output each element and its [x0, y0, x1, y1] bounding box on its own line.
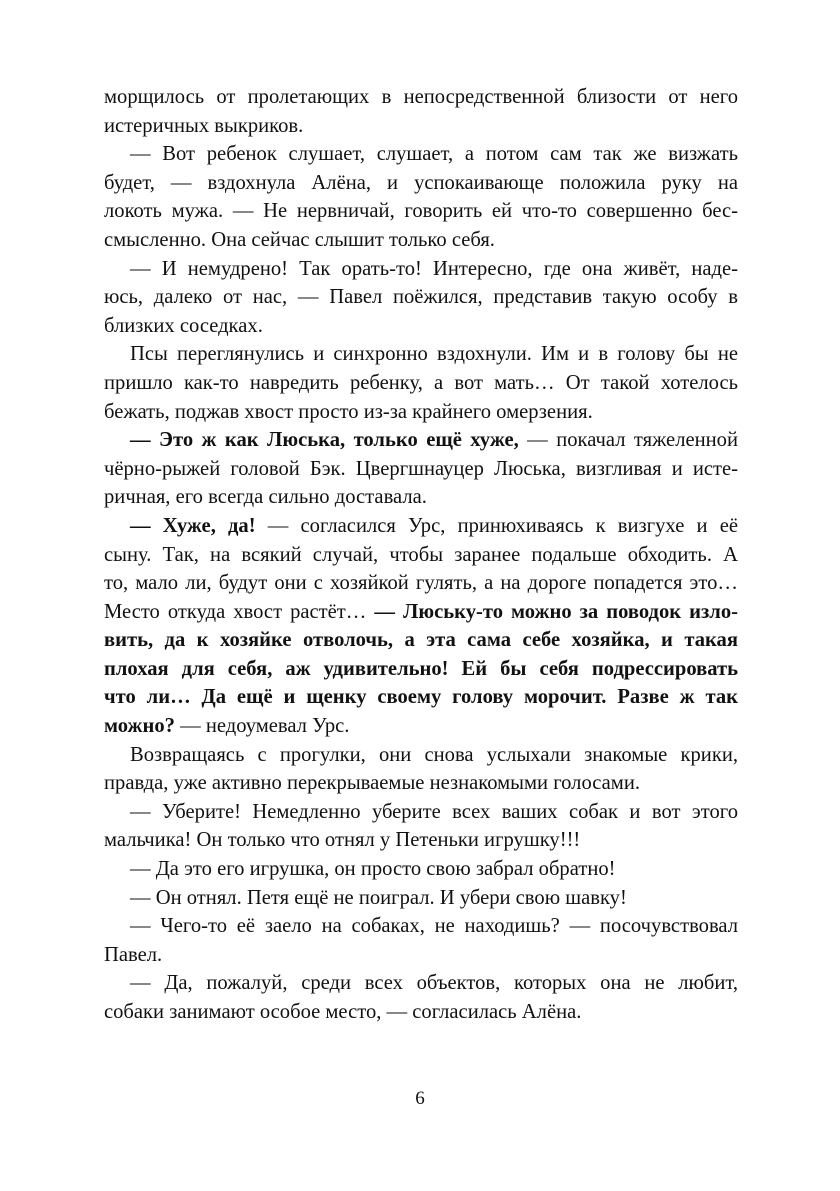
text-line [104, 369, 738, 398]
text-line [104, 855, 738, 884]
bold-speech: — Люську-то можно за поводок изло- [374, 600, 739, 623]
text-run: ричная, его всегда сильно доставала. [104, 486, 427, 509]
text-run: смысленно. Она сейчас слышит только себя. [104, 228, 495, 251]
paragraph [104, 912, 738, 969]
paragraph [104, 512, 738, 741]
text-line [104, 340, 738, 369]
text-run: истеричных выкриков. [104, 114, 304, 137]
bold-speech: можно? [104, 715, 175, 738]
text-run: — Да, пожалуй, среди всех объектов, которых она не любит, [130, 972, 738, 995]
paragraph [104, 83, 738, 140]
paragraph [104, 969, 738, 1026]
text-run: — недоумевал Урс. [174, 715, 350, 738]
text-run: мальчика! Он только что отнял у Петеньки игрушку!!! [104, 829, 581, 852]
text-line [104, 598, 738, 627]
text-run: Возвращаясь с прогулки, они снова услыхали знакомые крики, [130, 743, 738, 766]
paragraph [104, 855, 738, 884]
text-line [104, 912, 738, 941]
text-line [104, 769, 738, 798]
text-line [104, 226, 738, 255]
paragraph [104, 340, 738, 426]
text-run: Место откуда хвост растёт… [104, 600, 375, 623]
text-line [104, 83, 738, 112]
text-line [104, 626, 738, 655]
text-line [104, 398, 738, 427]
text-line [104, 541, 738, 570]
text-run: — Чего-то её заело на собаках, не находишь? — посочувствовал [130, 915, 738, 938]
text-run: Павел. [104, 943, 163, 966]
text-run: чёрно-рыжей головой Бэк. Цвергшнауцер Люська, визгливая и исте- [104, 457, 738, 480]
text-run: — Уберите! Немедленно уберите всех ваших собак и вот этого [130, 800, 738, 823]
text-line [104, 455, 738, 484]
text-line [104, 998, 738, 1027]
text-run: — Он отнял. Петя ещё не поиграл. И убери свою шавку! [130, 886, 627, 909]
text-line [104, 569, 738, 598]
text-run: юсь, далеко от нас, — Павел поёжился, представив такую особу в [104, 286, 738, 309]
text-line [104, 169, 738, 198]
text-run: правда, уже активно перекрываемые незнакомыми голосами. [104, 772, 640, 795]
bold-speech: вить, да к хозяйке отволочь, а эта сама себе хозяйка, и такая [104, 629, 738, 652]
text-line [104, 483, 738, 512]
text-line [104, 426, 738, 455]
text-line [104, 798, 738, 827]
paragraph [104, 255, 738, 341]
bold-speech: — Это ж как Люська, только ещё хуже, [130, 429, 519, 452]
text-line [104, 969, 738, 998]
text-line [104, 826, 738, 855]
text-line [104, 312, 738, 341]
paragraph [104, 884, 738, 913]
text-run: будет, — вздохнула Алёна, и успокаивающе положила руку на [104, 171, 738, 194]
text-run: — Да это его игрушка, он просто свою забрал обратно! [130, 858, 616, 881]
text-run: бежать, поджав хвост просто из-за крайнего омерзения. [104, 400, 593, 423]
text-line [104, 283, 738, 312]
text-line [104, 741, 738, 770]
page-number: 6 [415, 1088, 425, 1109]
paragraph [104, 741, 738, 798]
text-line [104, 655, 738, 684]
text-line [104, 683, 738, 712]
text-run: собаки занимают особое место, — согласилась Алёна. [104, 1001, 582, 1023]
text-line [104, 712, 738, 741]
text-line [104, 140, 738, 169]
text-line [104, 112, 738, 141]
text-run: пришло как-то навредить ребенку, а вот мать… От такой хотелось [104, 371, 738, 394]
text-run: Псы переглянулись и синхронно вздохнули. Им и в голову бы не [130, 343, 738, 366]
text-line [104, 884, 738, 913]
text-run: локоть мужа. — Не нервничай, говорить ей что-то совершенно бес- [104, 200, 738, 223]
paragraph [104, 426, 738, 512]
text-run: — Вот ребенок слушает, слушает, а потом сам так же визжать [130, 143, 738, 166]
text-line [104, 941, 738, 970]
text-run: — покачал тяжеленной [518, 429, 738, 452]
text-line [104, 197, 738, 226]
bold-speech: — Хуже, да! [130, 514, 256, 537]
text-run: близких соседках. [104, 314, 263, 337]
text-run: — согласился Урс, принюхиваясь к визгухе и её [255, 514, 738, 537]
text-run: морщилось от пролетающих в непосредственной близости от него [104, 86, 738, 108]
body-text [104, 83, 738, 1027]
text-run: то, мало ли, будут они с хозяйкой гулять, а на дороге попадется это… [104, 572, 738, 595]
paragraph [104, 798, 738, 855]
text-line [104, 512, 738, 541]
text-run: — И немудрено! Так орать-то! Интересно, где она живёт, наде- [130, 257, 738, 280]
text-run: сыну. Так, на всякий случай, чтобы заранее подальше обходить. А [104, 543, 738, 566]
paragraph [104, 140, 738, 254]
bold-speech: что ли… Да ещё и щенку своему голову морочит. Разве ж так [104, 686, 738, 709]
bold-speech: плохая для себя, аж удивительно! Ей бы себя подрессировать [104, 657, 738, 680]
text-line [104, 255, 738, 284]
